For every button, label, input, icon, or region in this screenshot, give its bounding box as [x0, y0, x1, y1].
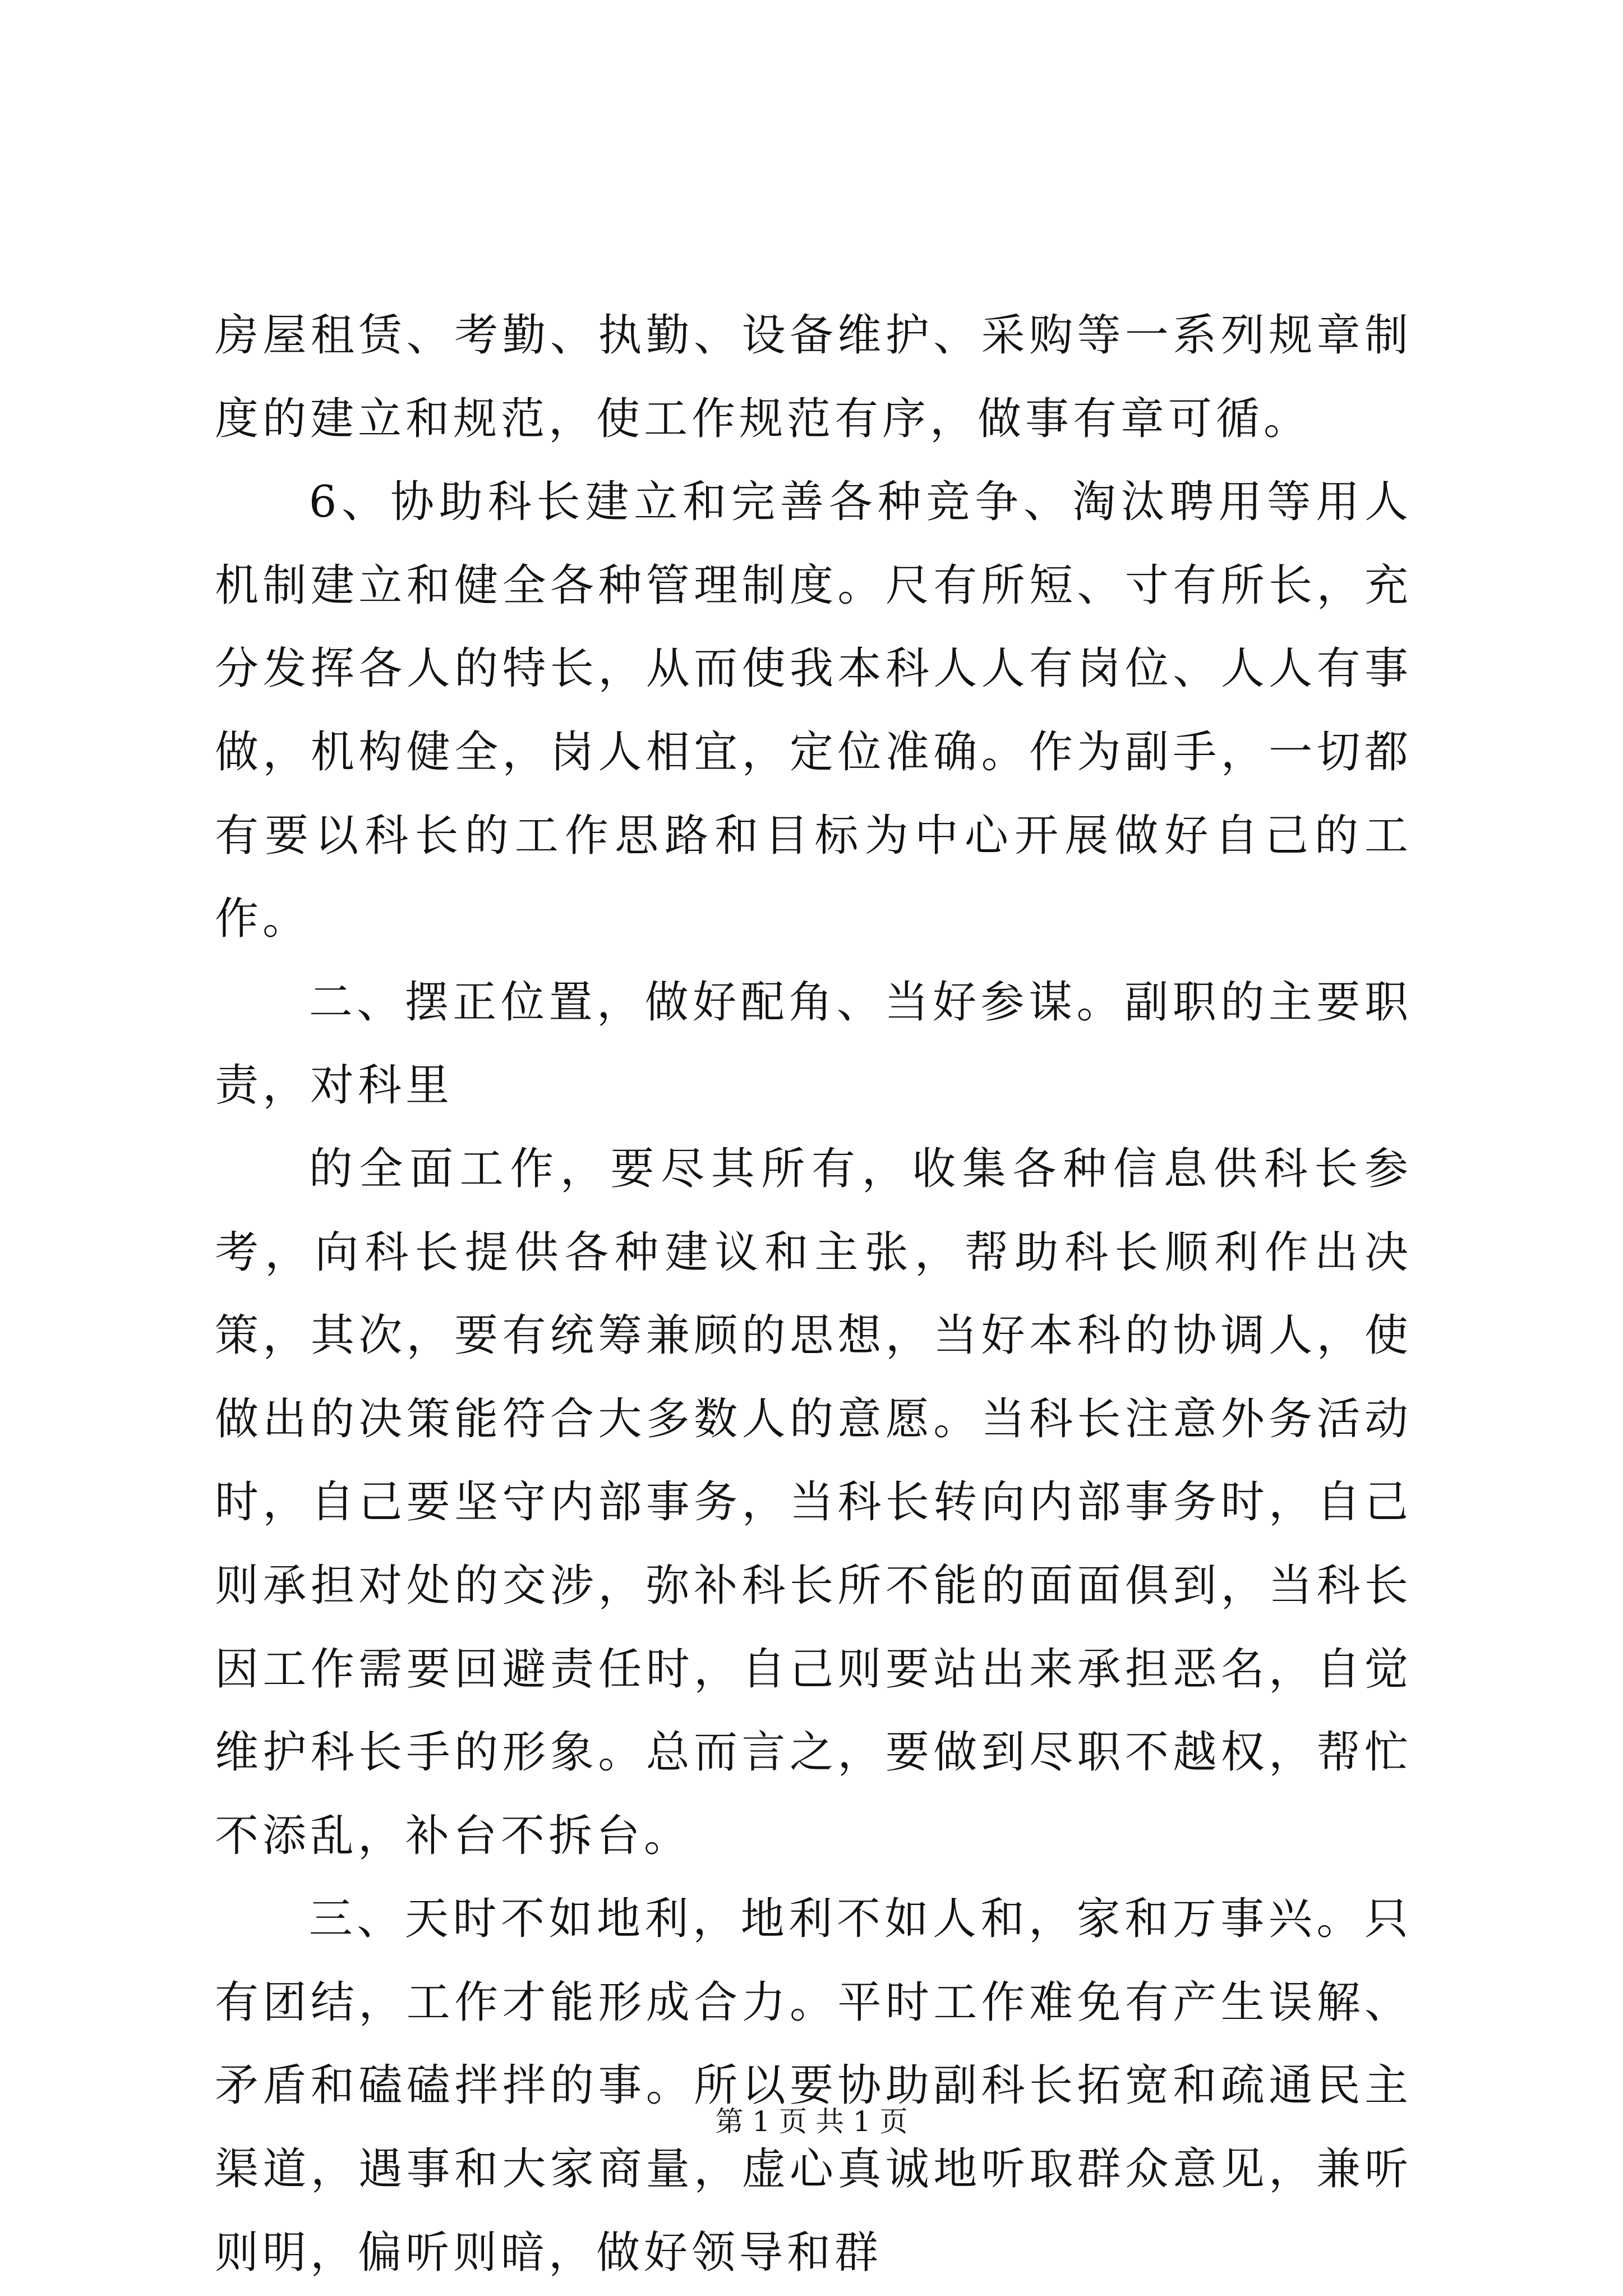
body-text	[215, 294, 1412, 2294]
paragraph-4: 的全面工作，要尽其所有，收集各种信息供科长参考，向科长提供各种建议和主张，帮助科长顺利作出决策，其次，要有统筹兼顾的思想，当好本科的协调人，使做出的决策能符合大多数人的意愿。当科长注意外务活动时，自己要坚守内部事务，当科长转向内部事务时，自己则承担对处的交涉，弥补科长所不能的面面俱到，当科长因工作需要回避责任时，自己则要站出来承担恶名，自觉维护科长手的形象。总而言之，要做到尽职不越权，帮忙不添乱，补台不拆台。	[215, 1143, 1412, 1861]
page-footer: 第 1 页 共 1 页	[715, 2105, 908, 2138]
paragraph-1: 房屋租赁、考勤、执勤、设备维护、采购等一系列规章制度的建立和规范，使工作规范有序，做事有章可循。	[215, 310, 1412, 444]
paragraph-5: 三、天时不如地利，地利不如人和，家和万事兴。只有团结，工作才能形成合力。平时工作难免有产生误解、矛盾和磕磕拌拌的事。所以要协助副科长拓宽和疏通民主渠道，遇事和大家商量，虚心真诚地听取群众意见，兼听则明，偏听则暗，做好领导和群	[215, 1894, 1412, 2278]
paragraph-2: 6、协助科长建立和完善各种竞争、淘汰聘用等用人机制建立和健全各种管理制度。尺有所短、寸有所长，充分发挥各人的特长，从而使我本科人人有岗位、人人有事做，机构健全，岗人相宜，定位准确。作为副手，一切都有要以科长的工作思路和目标为中心开展做好自己的工作。	[215, 477, 1412, 945]
paragraph-3: 二、摆正位置，做好配角、当好参谋。副职的主要职责，对科里	[215, 977, 1412, 1111]
